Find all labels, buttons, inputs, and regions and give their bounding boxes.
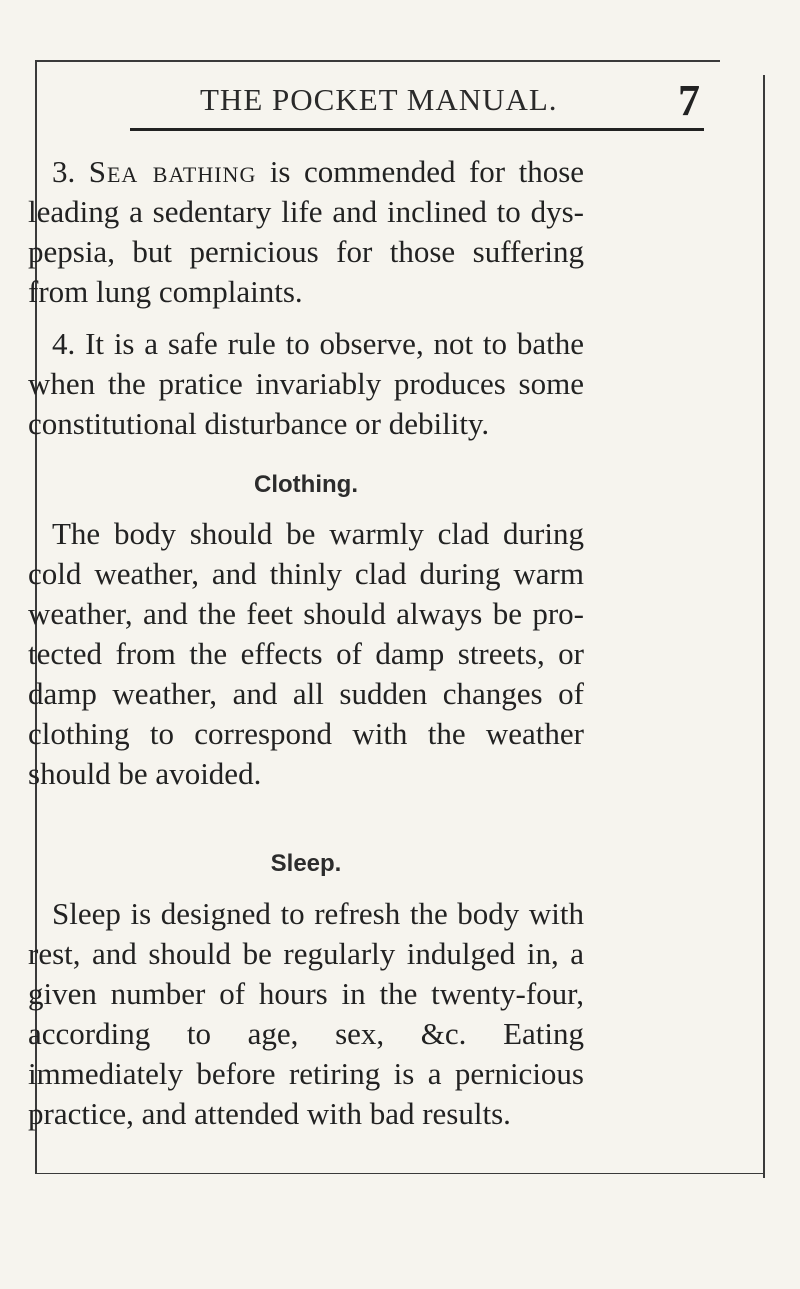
page-border-bottom: [35, 1173, 765, 1174]
paragraph-sea-bathing: [28, 152, 584, 312]
sleep-paragraph: Sleep is designed to refresh the body with rest, and should be regularly indulged in, a given number of hours in the twenty-four, according to age, sex, &c. Eating immediately before retiring is a pernicious practice, and attended with bad results.: [28, 896, 584, 1131]
page-header: [120, 60, 710, 125]
clothing-heading: Clothing.: [254, 471, 358, 498]
clothing-paragraph: The body should be warmly clad during cold weather, and thinly clad during warm weather, and the feet should always be pro-tected from the effects of damp streets, or damp weather, and all sudden changes of clothing to correspond with the weather should be avoided.: [28, 516, 584, 791]
book-page: [120, 60, 710, 125]
page-number: 7: [678, 76, 700, 125]
running-head: THE POCKET MANUAL.: [200, 82, 558, 117]
paragraph-number: 3.: [52, 154, 76, 189]
paragraph-safe-rule: 4. It is a safe rule to observe, not to bathe when the pratice invariably produces some constitutional disturbance or debility.: [28, 326, 584, 441]
paragraph-lead-text: Sea bathing: [88, 154, 257, 189]
page-border-right: [763, 75, 765, 1178]
page-content: [28, 152, 584, 1145]
header-rule: [130, 128, 704, 131]
paragraph-text: is commended for those leading a sedentary life and inclined to dys-pepsia, but pernicious for those suffering from lung complaints.: [28, 154, 585, 309]
sleep-heading: Sleep.: [270, 850, 342, 877]
